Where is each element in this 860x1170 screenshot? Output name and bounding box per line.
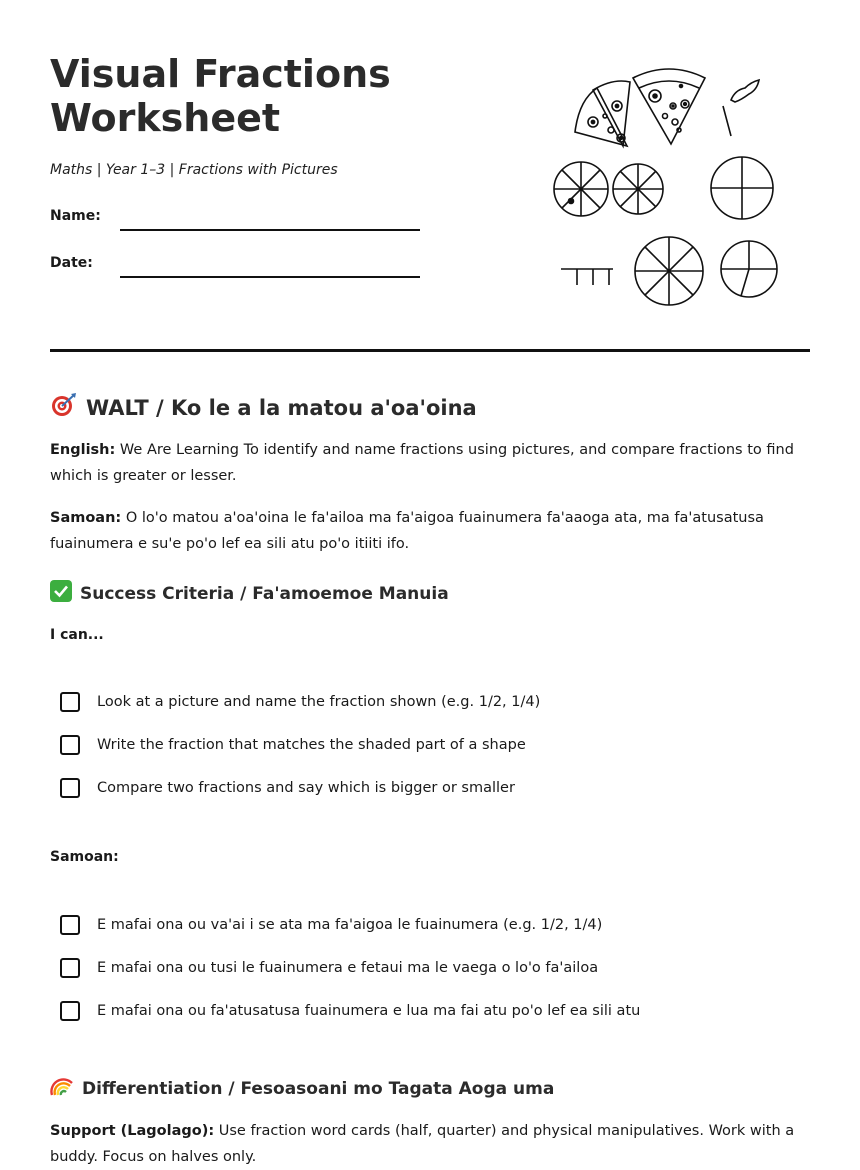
success-title: Success Criteria / Fa'amoemoe Manuia <box>80 583 449 604</box>
checkbox[interactable] <box>60 1001 80 1021</box>
success-heading <box>50 580 449 607</box>
support-label: Support (Lagolago): <box>50 1123 215 1139</box>
i-can-label: I can... <box>50 627 104 643</box>
differentiation-title: Differentiation / Fesoasoani mo Tagata Aoga uma <box>82 1078 555 1099</box>
circle-quarters-icon <box>711 157 773 219</box>
walt-title: WALT / Ko le a la matou a'oa'oina <box>86 395 477 420</box>
name-label: Name: <box>50 208 101 224</box>
pizza-slice-icon <box>575 81 630 146</box>
english-label: English: <box>50 442 116 458</box>
checkbox[interactable] <box>60 735 80 755</box>
title-line-1: Visual Fractions <box>50 52 391 96</box>
differentiation-heading <box>50 1075 554 1102</box>
criteria-item[interactable] <box>60 915 602 935</box>
walt-heading <box>50 392 477 423</box>
bar-thirds-icon <box>561 269 613 285</box>
section-divider <box>50 349 810 352</box>
date-line[interactable] <box>120 276 420 278</box>
criteria-text: E mafai ona ou tusi le fuainumera e fetaui ma le vaega o lo'o fa'ailoa <box>97 960 599 976</box>
date-label: Date: <box>50 255 93 271</box>
criteria-item[interactable] <box>60 958 598 978</box>
checkbox[interactable] <box>60 692 80 712</box>
samoan-label: Samoan: <box>50 510 122 526</box>
target-icon <box>50 392 78 423</box>
criteria-text: Look at a picture and name the fraction shown (e.g. 1/2, 1/4) <box>97 694 541 710</box>
samoan-criteria-label: Samoan: <box>50 849 119 865</box>
criteria-text: Write the fraction that matches the shaded part of a shape <box>97 737 526 753</box>
page-title <box>50 52 391 140</box>
circle-eighths-icon <box>635 237 703 305</box>
pizza-crumb-icon <box>723 80 759 136</box>
pizza-slice-icon <box>633 69 705 144</box>
checkbox[interactable] <box>60 915 80 935</box>
subtitle: Maths | Year 1–3 | Fractions with Pictures <box>50 162 338 178</box>
criteria-item[interactable] <box>60 778 515 798</box>
checkbox[interactable] <box>60 778 80 798</box>
samoan-text: O lo'o matou a'oa'oina le fa'ailoa ma fa'aigoa fuainumera fa'aaoga ata, ma fa'atusatusa fuainumera e su'e po'o lef ea sili atu po'o itiiti ifo. <box>50 510 764 552</box>
walt-samoan <box>50 505 810 557</box>
criteria-item[interactable] <box>60 735 526 755</box>
criteria-item[interactable] <box>60 1001 640 1021</box>
criteria-text: E mafai ona ou va'ai i se ata ma fa'aigoa le fuainumera (e.g. 1/2, 1/4) <box>97 917 603 933</box>
fractions-illustration <box>545 60 785 310</box>
english-text: We Are Learning To identify and name fractions using pictures, and compare fractions to find which is greater or lesser. <box>50 442 794 484</box>
walt-english <box>50 437 810 489</box>
checkbox[interactable] <box>60 958 80 978</box>
rainbow-icon <box>50 1075 74 1102</box>
check-mark-icon <box>50 580 72 607</box>
name-line[interactable] <box>120 229 420 231</box>
criteria-text: E mafai ona ou fa'atusatusa fuainumera e lua ma fai atu po'o lef ea sili atu <box>97 1003 641 1019</box>
circle-eighths-icon <box>554 162 608 216</box>
title-line-2: Worksheet <box>50 96 281 140</box>
circle-thirds-icon <box>721 241 777 297</box>
circle-eighths-icon <box>613 164 663 214</box>
support-paragraph <box>50 1118 810 1170</box>
criteria-text: Compare two fractions and say which is bigger or smaller <box>97 780 515 796</box>
support-text: Use fraction word cards (half, quarter) and physical manipulatives. Work with a buddy. Focus on halves only. <box>50 1123 795 1165</box>
criteria-item[interactable] <box>60 692 540 712</box>
